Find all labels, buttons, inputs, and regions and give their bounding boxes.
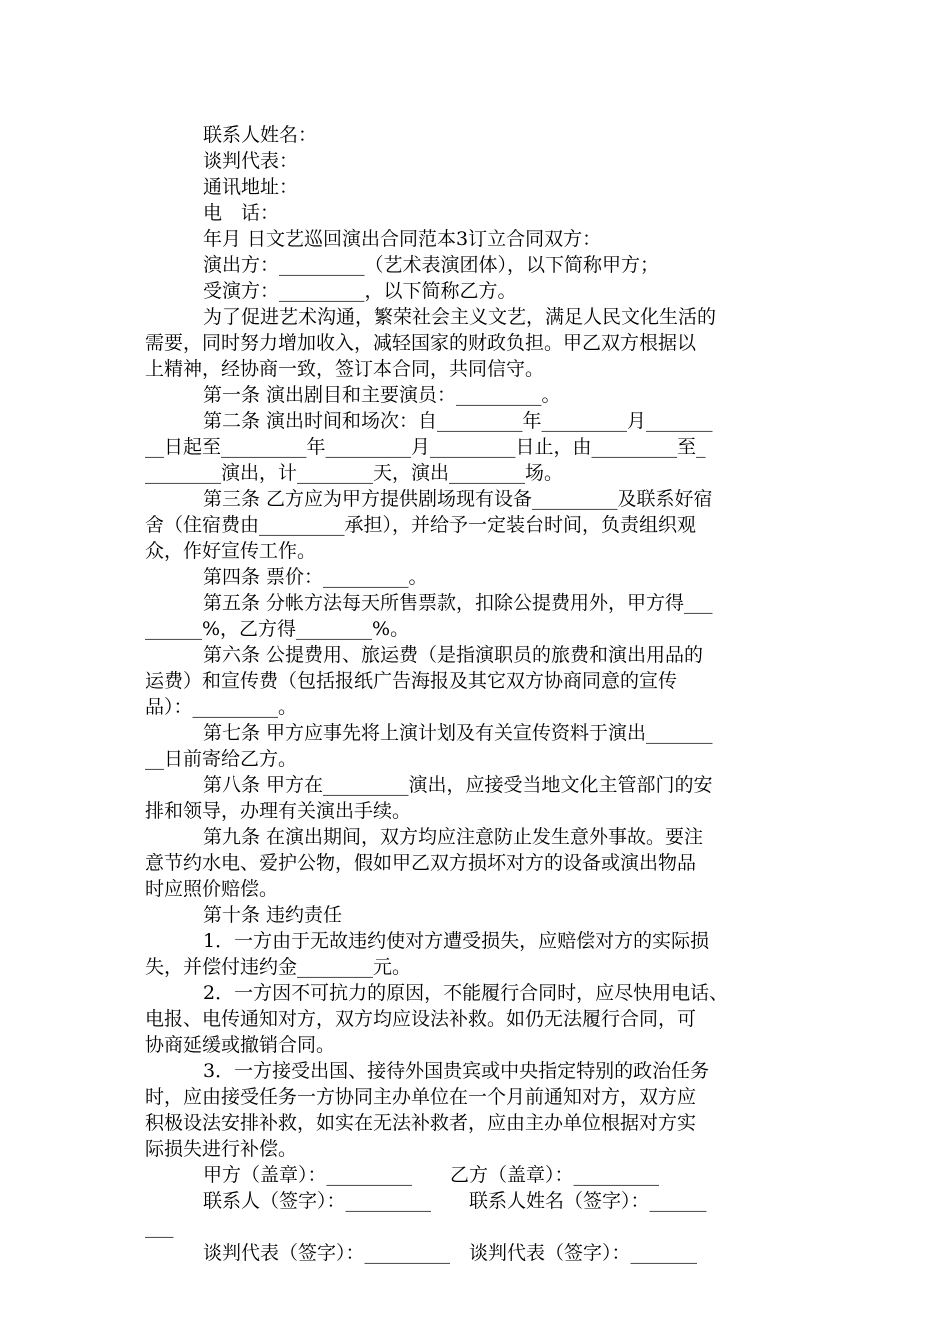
host-party-line: 受演方：_________，以下简称乙方。 xyxy=(203,280,517,302)
article-9-line: 第九条 在演出期间，双方均应注意防止发生意外事故。要注 xyxy=(203,826,704,848)
clause-1-line: 失，并偿付违约金________元。 xyxy=(145,956,412,978)
article-3-line: 众，作好宣传工作。 xyxy=(145,540,317,562)
seal-line: 甲方（盖章）：_________ 乙方（盖章）：_________ xyxy=(203,1164,660,1186)
clause-2-line: 电报、电传通知对方，双方均应设法补救。如仍无法履行合同，可 xyxy=(145,1008,697,1030)
article-6-line: 品）：_________。 xyxy=(145,696,298,718)
negotiator-signature-line: 谈判代表（签字）：_________ 谈判代表（签字）：_______ xyxy=(203,1242,698,1264)
article-9-line: 时应照价赔偿。 xyxy=(145,878,279,900)
clause-3-line: 时，应由接受任务一方协同主办单位在一个月前通知对方，双方应 xyxy=(145,1086,697,1108)
contact-name-line: 联系人姓名： xyxy=(203,124,318,146)
clause-2-line: 2．一方因不可抗力的原因，不能履行合同时，应尽快用电话、 xyxy=(203,982,729,1004)
article-2-line: __日起至_________年_________月_________日止，由_________至_ xyxy=(145,436,706,458)
article-6-line: 运费）和宣传费（包括报纸广告海报及其它双方协商同意的宣传 xyxy=(145,670,678,692)
article-5-line: ______%，乙方得________%。 xyxy=(145,618,410,640)
article-8-line: 第八条 甲方在_________演出，应接受当地文化主管部门的安 xyxy=(203,774,713,796)
article-10-heading: 第十条 违约责任 xyxy=(203,904,343,926)
clause-3-line: 际损失进行补偿。 xyxy=(145,1138,298,1160)
preamble-line: 上精神，经协商一致，签订本合同，共同信守。 xyxy=(145,358,545,380)
contract-title-line: 年月 日文艺巡回演出合同范本3订立合同双方： xyxy=(203,228,602,250)
article-9-line: 意节约水电、爱护公物，假如甲乙双方损坏对方的设备或演出物品 xyxy=(145,852,697,874)
article-8-line: 排和领导，办理有关演出手续。 xyxy=(145,800,412,822)
contact-signature-line: 联系人（签字）：_________ 联系人姓名（签字）：______ xyxy=(203,1190,707,1212)
clause-1-line: 1．一方由于无故违约使对方遭受损失，应赔偿对方的实际损 xyxy=(203,930,710,952)
clause-2-line: 协商延缓或撤销合同。 xyxy=(145,1034,336,1056)
phone-line: 电 话： xyxy=(203,202,280,224)
address-line: 通讯地址： xyxy=(203,176,299,198)
contact-signature-line: ___ xyxy=(145,1216,174,1238)
clause-3-line: 积极设法安排补救，如实在无法补救者，应由主办单位根据对方实 xyxy=(145,1112,697,1134)
article-1-line: 第一条 演出剧目和主要演员：_________。 xyxy=(203,384,561,406)
preamble-line: 需要，同时努力增加收入，减轻国家的财政负担。甲乙双方根据以 xyxy=(145,332,697,354)
article-2-line: ________演出，计________天，演出________场。 xyxy=(145,462,564,484)
article-5-line: 第五条 分帐方法每天所售票款，扣除公提费用外，甲方得___ xyxy=(203,592,713,614)
article-7-line: __日前寄给乙方。 xyxy=(145,748,298,770)
article-4-line: 第四条 票价：_________。 xyxy=(203,566,428,588)
contract-text xyxy=(145,122,820,1266)
article-3-line: 舍（住宿费由_________承担），并给予一定装台时间，负责组织观 xyxy=(145,514,697,536)
performer-party-line: 演出方：_________（艺术表演团体），以下简称甲方； xyxy=(203,254,660,276)
article-6-line: 第六条 公提费用、旅运费（是指演职员的旅费和演出用品的 xyxy=(203,644,704,666)
negotiator-line: 谈判代表： xyxy=(203,150,299,172)
clause-3-line: 3．一方接受出国、接待外国贵宾或中央指定特别的政治任务 xyxy=(203,1060,710,1082)
article-2-line: 第二条 演出时间和场次：自_________年_________月_______ xyxy=(203,410,713,432)
article-3-line: 第三条 乙方应为甲方提供剧场现有设备_________及联系好宿 xyxy=(203,488,713,510)
preamble-line: 为了促进艺术沟通，繁荣社会主义文艺，满足人民文化生活的 xyxy=(203,306,717,328)
article-7-line: 第七条 甲方应事先将上演计划及有关宣传资料于演出_______ xyxy=(203,722,713,744)
